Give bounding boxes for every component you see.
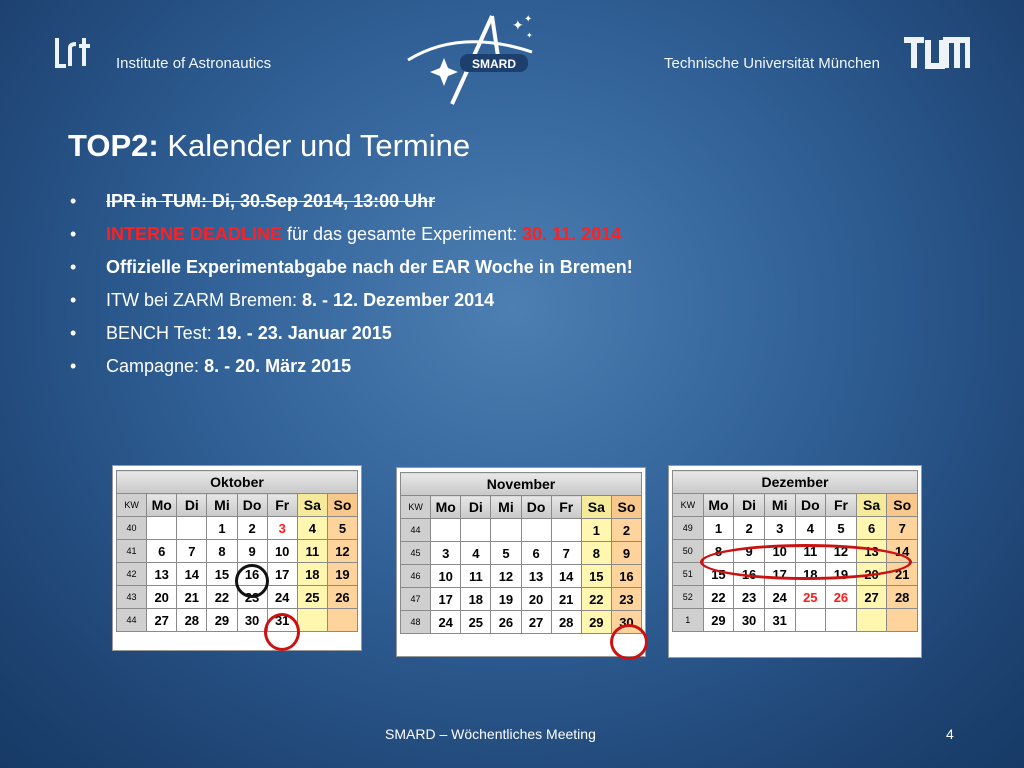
calendar-day-cell: 4 [461,542,491,565]
bullet-dot-icon: • [70,290,77,310]
calendar-week-row [401,588,642,611]
calendar-day-cell: 21 [551,588,581,611]
calendar-week-number: 51 [673,563,704,586]
bullet-itw-date: 8. - 12. Dezember 2014 [302,290,495,310]
calendar-week-row [117,563,358,586]
calendar-day-cell: 31 [764,609,795,632]
calendar-header-cell: KW [401,496,431,519]
calendar-month-title: November [401,473,642,496]
calendar-week-row [117,517,358,540]
calendar-day-cell: 7 [177,540,207,563]
calendar-day-cell [856,609,887,632]
calendar-day-cell: 3 [267,517,297,540]
calendar-oktober [112,465,362,651]
calendar-header-cell: Sa [581,496,611,519]
calendar-day-cell: 8 [581,542,611,565]
calendar-day-cell [521,519,551,542]
calendar-header-cell: Mi [491,496,521,519]
calendar-header-cell: Di [734,494,765,517]
calendar-day-cell: 21 [887,563,918,586]
calendar-header-cell: KW [673,494,704,517]
calendar-day-cell: 8 [207,540,237,563]
page-number: 4 [946,726,954,742]
bullet-dot-icon: • [70,356,77,376]
calendar-week-row [673,517,918,540]
smard-logo-icon [400,8,540,108]
calendar-day-cell: 6 [521,542,551,565]
calendar-week-number: 45 [401,542,431,565]
calendar-day-cell: 9 [237,540,267,563]
calendar-day-cell: 7 [887,517,918,540]
calendar-header-cell: Sa [297,494,327,517]
calendar-day-cell: 1 [207,517,237,540]
calendar-day-cell: 9 [611,542,641,565]
calendar-day-cell: 2 [237,517,267,540]
calendar-day-cell: 19 [826,563,857,586]
calendar-day-cell: 15 [703,563,734,586]
calendar-day-cell: 13 [521,565,551,588]
calendar-day-cell: 7 [551,542,581,565]
calendar-day-cell: 20 [521,588,551,611]
calendar-day-cell: 27 [147,609,177,632]
calendar-day-cell: 30 [734,609,765,632]
calendar-day-cell: 18 [795,563,826,586]
calendar-week-number: 52 [673,586,704,609]
svg-text:✦: ✦ [524,14,533,25]
calendar-week-row [117,540,358,563]
calendar-day-cell [177,517,207,540]
calendar-day-cell: 25 [297,586,327,609]
calendar-day-cell [491,519,521,542]
calendar-week-row [401,611,642,634]
calendar-week-number: 43 [117,586,147,609]
calendar-week-number: 41 [117,540,147,563]
bullet-item [70,350,970,383]
calendar-day-cell: 8 [703,540,734,563]
calendar-day-cell: 22 [581,588,611,611]
calendar-day-cell: 28 [177,609,207,632]
calendar-day-cell: 4 [795,517,826,540]
bullet-deadline-date: 30. 11. 2014 [522,224,622,244]
calendar-day-cell: 15 [581,565,611,588]
calendar-day-cell: 17 [764,563,795,586]
calendar-header-cell: Do [237,494,267,517]
calendar-day-cell: 11 [461,565,491,588]
calendar-table [400,472,642,634]
bullet-dot-icon: • [70,323,77,343]
bullet-bench-label: BENCH Test: [106,323,217,343]
calendar-day-cell: 5 [491,542,521,565]
bullet-itw-label: ITW bei ZARM Bremen: [106,290,303,310]
calendar-day-cell: 11 [297,540,327,563]
calendar-day-cell: 30 [237,609,267,632]
bullet-ipr: IPR in TUM: Di, 30.Sep 2014, 13:00 Uhr [106,191,436,211]
bullet-item [70,284,970,317]
calendar-week-number: 1 [673,609,704,632]
calendar-day-cell: 16 [734,563,765,586]
calendar-day-cell: 18 [297,563,327,586]
calendar-day-cell [795,609,826,632]
calendar-week-row [673,609,918,632]
calendar-day-cell: 20 [856,563,887,586]
title-bold: TOP2: [68,128,159,163]
lrt-logo-icon [54,36,94,70]
calendar-day-cell: 25 [795,586,826,609]
calendar-day-cell [826,609,857,632]
calendar-november [396,467,646,657]
calendar-day-cell: 5 [327,517,357,540]
calendar-day-cell: 2 [611,519,641,542]
calendar-header-cell: Di [177,494,207,517]
bullet-item [70,317,970,350]
calendar-week-row [673,563,918,586]
calendar-day-cell: 26 [826,586,857,609]
calendar-day-cell: 24 [267,586,297,609]
slide-header [0,0,1024,100]
calendar-week-row [117,609,358,632]
title-rest: Kalender und Termine [158,128,471,163]
calendar-day-cell: 30 [611,611,641,634]
calendar-day-cell: 12 [826,540,857,563]
calendar-week-number: 47 [401,588,431,611]
calendar-day-cell: 16 [237,563,267,586]
calendar-day-cell: 19 [491,588,521,611]
calendar-month-title: Oktober [117,471,358,494]
calendar-week-number: 44 [401,519,431,542]
slide-title [68,128,470,164]
bullet-dot-icon: • [70,257,77,277]
calendar-month-title: Dezember [673,471,918,494]
calendar-day-cell: 14 [177,563,207,586]
calendar-header-cell: Di [461,496,491,519]
calendar-day-cell [887,609,918,632]
calendar-day-cell: 12 [327,540,357,563]
calendar-day-cell: 1 [703,517,734,540]
calendar-week-number: 50 [673,540,704,563]
calendar-header-cell: Mi [764,494,795,517]
calendar-day-cell: 25 [461,611,491,634]
bullet-item [70,251,970,284]
calendar-day-cell: 24 [764,586,795,609]
calendar-week-row [673,586,918,609]
calendar-day-cell [431,519,461,542]
calendar-header-cell: So [887,494,918,517]
calendar-day-cell: 17 [431,588,461,611]
bullet-deadline-label: INTERNE DEADLINE [106,224,283,244]
calendar-day-cell: 26 [491,611,521,634]
bullet-abgabe: Offizielle Experimentabgabe nach der EAR Woche in Bremen! [106,257,633,277]
calendar-header-cell: KW [117,494,147,517]
svg-text:✦: ✦ [512,17,524,33]
calendar-week-number: 49 [673,517,704,540]
calendar-week-row [401,565,642,588]
calendar-day-cell [297,609,327,632]
calendar-header-cell: Sa [856,494,887,517]
calendar-week-number: 44 [117,609,147,632]
calendar-day-cell: 10 [431,565,461,588]
calendar-day-cell: 27 [521,611,551,634]
calendar-header-cell: Fr [826,494,857,517]
calendar-day-cell: 3 [764,517,795,540]
calendar-day-cell: 29 [581,611,611,634]
calendar-day-cell: 13 [856,540,887,563]
calendar-day-cell: 6 [856,517,887,540]
calendar-day-cell [327,609,357,632]
calendar-day-cell: 10 [764,540,795,563]
institute-name: Institute of Astronautics [116,55,272,72]
svg-text:✦: ✦ [526,31,533,40]
calendar-header-cell: Fr [267,494,297,517]
calendar-day-cell: 31 [267,609,297,632]
bullet-deadline-text: für das gesamte Experiment: [282,224,523,244]
university-name: Technische Universität München [664,55,880,72]
calendar-day-cell: 23 [611,588,641,611]
bullet-bench-date: 19. - 23. Januar 2015 [216,323,392,343]
calendar-header-cell: Mi [207,494,237,517]
calendar-header-cell: Mo [147,494,177,517]
calendar-day-cell: 16 [611,565,641,588]
smard-logo-text: SMARD [472,57,516,71]
bullet-campagne-date: 8. - 20. März 2015 [204,356,352,376]
calendar-header-cell: Mo [431,496,461,519]
tum-logo-icon [902,36,970,70]
calendar-day-cell: 17 [267,563,297,586]
calendar-day-cell: 13 [147,563,177,586]
calendar-day-cell: 18 [461,588,491,611]
calendar-table [116,470,358,632]
calendar-day-cell: 10 [267,540,297,563]
calendar-day-cell: 23 [237,586,267,609]
calendar-day-cell: 20 [147,586,177,609]
calendar-header-cell: Fr [551,496,581,519]
calendar-day-cell: 4 [297,517,327,540]
calendar-day-cell [461,519,491,542]
calendar-week-number: 40 [117,517,147,540]
calendar-day-cell: 15 [207,563,237,586]
calendar-day-cell [551,519,581,542]
calendar-header-cell: So [611,496,641,519]
calendar-day-cell: 23 [734,586,765,609]
calendar-day-cell: 19 [327,563,357,586]
calendar-day-cell [147,517,177,540]
bullet-campagne-label: Campagne: [106,356,205,376]
calendar-day-cell: 12 [491,565,521,588]
calendar-header-cell: Do [521,496,551,519]
calendar-day-cell: 9 [734,540,765,563]
calendar-day-cell: 11 [795,540,826,563]
calendar-week-row [117,586,358,609]
calendar-day-cell: 28 [887,586,918,609]
calendar-week-number: 48 [401,611,431,634]
calendar-week-number: 42 [117,563,147,586]
calendar-day-cell: 22 [207,586,237,609]
calendar-day-cell: 29 [703,609,734,632]
calendar-day-cell: 27 [856,586,887,609]
calendar-day-cell: 3 [431,542,461,565]
bullet-list [70,185,970,383]
bullet-item [70,185,970,218]
bullet-dot-icon: • [70,224,77,244]
calendar-day-cell: 28 [551,611,581,634]
calendar-header-cell: Mo [703,494,734,517]
calendar-day-cell: 26 [327,586,357,609]
footer-meeting-title: SMARD – Wöchentliches Meeting [385,726,596,742]
bullet-dot-icon: • [70,191,77,211]
calendar-table [672,470,918,632]
calendar-day-cell: 1 [581,519,611,542]
calendar-day-cell: 14 [887,540,918,563]
calendar-week-row [401,519,642,542]
calendar-day-cell: 22 [703,586,734,609]
calendar-week-number: 46 [401,565,431,588]
calendar-day-cell: 6 [147,540,177,563]
calendar-dezember [668,465,922,658]
calendar-day-cell: 2 [734,517,765,540]
calendar-week-row [401,542,642,565]
calendar-week-row [673,540,918,563]
calendar-day-cell: 21 [177,586,207,609]
bullet-item [70,218,970,251]
calendar-header-cell: Do [795,494,826,517]
calendar-day-cell: 29 [207,609,237,632]
calendar-day-cell: 14 [551,565,581,588]
calendar-day-cell: 5 [826,517,857,540]
calendar-header-cell: So [327,494,357,517]
calendar-day-cell: 24 [431,611,461,634]
